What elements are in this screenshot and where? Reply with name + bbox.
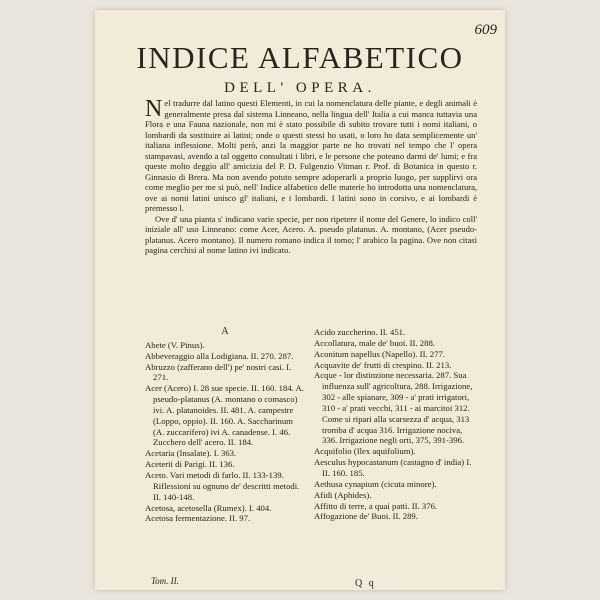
index-entry: Aceterii di Parigi. II. 136. bbox=[145, 459, 235, 470]
index-entry: Accollatura, male de' buoi. II. 288. bbox=[314, 337, 435, 348]
index-entry: Acido zuccherino. II. 451. bbox=[314, 327, 406, 337]
page-subtitle: DELL' OPERA. bbox=[224, 80, 376, 96]
index-entry: Acer (Acero) I. 28 sue specie. II. 160. 184. A. pseudo-platanus (A. montano o comasco) ivi. A. platanoides. II. 481. A. campestre (Loppo, oppio). II. 160. A. Saccharinum (A. zuccarifero) ivi A. canadense. I. 46. Zucchero dell' acero. II. 184. bbox=[145, 383, 304, 448]
index-entry: Aesculus hypocastanum (castagno d' india) I. II. 160. 185. bbox=[314, 457, 472, 478]
index-letter-heading: A bbox=[221, 326, 229, 337]
index-entry: Aconitum napellus (Napello). II. 277. bbox=[314, 348, 446, 359]
page-title: INDICE ALFABETICO bbox=[136, 40, 464, 75]
intro-text bbox=[145, 98, 477, 256]
index-entry: Acque - lor distinzione necessaria. 287. Sua influenza sull' agricoltura, 288. Irrigazione, 302 - alle spianare, 309 - a' prati irrigatori, 310 - a' prati vecchi, 311 - ai marcitoi 312. Come si ripari alla scarsezza d' acqua, 313 tromba d' acqua 316. Irrigazione nociva, 336. Irrigazione negli orti, 375, 391-396. bbox=[314, 370, 473, 446]
index-entry: Abbeveraggio alla Lodigiana. II. 270. 287. bbox=[145, 350, 294, 361]
index-entry: Acquavite de' frutti di crespino. II. 213. bbox=[314, 359, 452, 370]
index-entry: Acquifolio (Ilex aquifolium). bbox=[314, 446, 416, 457]
index-entry: Acetaria (Insalate). I. 363. bbox=[145, 448, 237, 459]
index-entry: Afidi (Aphides). bbox=[314, 489, 372, 500]
index-entry: Acetosa, acetosella (Rumex). I. 404. bbox=[145, 502, 272, 513]
volume-label: Tom. II. bbox=[151, 576, 179, 586]
signature-mark: Q q bbox=[355, 578, 376, 589]
index-entry: Abete (V. Pinus). bbox=[145, 339, 205, 350]
intro-paragraph-1-text: el tradurre dal latino questi Elementi, in cui la nomenclatura delle piante, e degli animali è generalmente presa dal sistema Linneano, nella lingua dell' Italia a cui manca tuttavia una Flora e una Fauna nazionale, non mi è stato possibile di subito trovare tutti i nomi italiani, o lombardi da sostituire ai latini; onde o questi stessi ho usati, o loro ho data semplicemente un' italiana inflessione. Molti però, anzi la maggior parte ne ho trovati nel tempo che l' opera stampavasi, avendo a tal oggetto consultati i libri, e le persone che poteano darmi de' lumi; e fra queste molto deggio all' amicizia del P. D. Fulgenzio Vitman r. Prof. di Botanica in questo r. Ginnasio di Brera. Ma non avendo potuto sempre adoperarli a proprio luogo, per supplirvi ora come meglio per me si può, nell' Indice alfabetico delle materie ho introdotta una nomenclatura, ove ai nomi latini unisco gl' italiani, e i lombardi. I latini sono in corsivo, e ai lombardi è premesso l. bbox=[145, 98, 477, 213]
page-number: 609 bbox=[474, 22, 497, 38]
index-entry: Aethusa cynapium (cicuta minore). bbox=[314, 478, 437, 489]
index-column-right bbox=[314, 327, 474, 522]
intro-paragraph-2: Ove d' una pianta s' indicano varie specie, per non ripetere il nome del Genere, lo indico coll' iniziale all' uso Linneano: come Acer, Acero. A. pseudo platanus. A. montano, (Acer pseudo-platanus. Acero montano). Il numero romano indica il tomo; l' arabico la pagina. Ove non citasi pagina cerchisi al nome latino ivi indicato. bbox=[145, 213, 477, 255]
intro-paragraph-1 bbox=[145, 98, 477, 214]
index-entry: Affitto di terre, a quai patti. II. 376. bbox=[314, 500, 438, 511]
book-page bbox=[95, 10, 505, 590]
index-entry: Acetosa fermentazione. II. 97. bbox=[145, 513, 251, 524]
index-entry: Aceto. Vari metodi di farlo. II. 133-139. Riflessioni su ognuno de' descritti metodi. II. 140-148. bbox=[145, 469, 300, 502]
drop-cap: N bbox=[145, 96, 163, 122]
index-column-left bbox=[145, 327, 305, 524]
index-entry: Affogazione de' Buoi. II. 289. bbox=[314, 511, 418, 522]
index-entry: Abruzzo (zafferano dell') pe' nostri casi. I. 271. bbox=[145, 361, 292, 383]
